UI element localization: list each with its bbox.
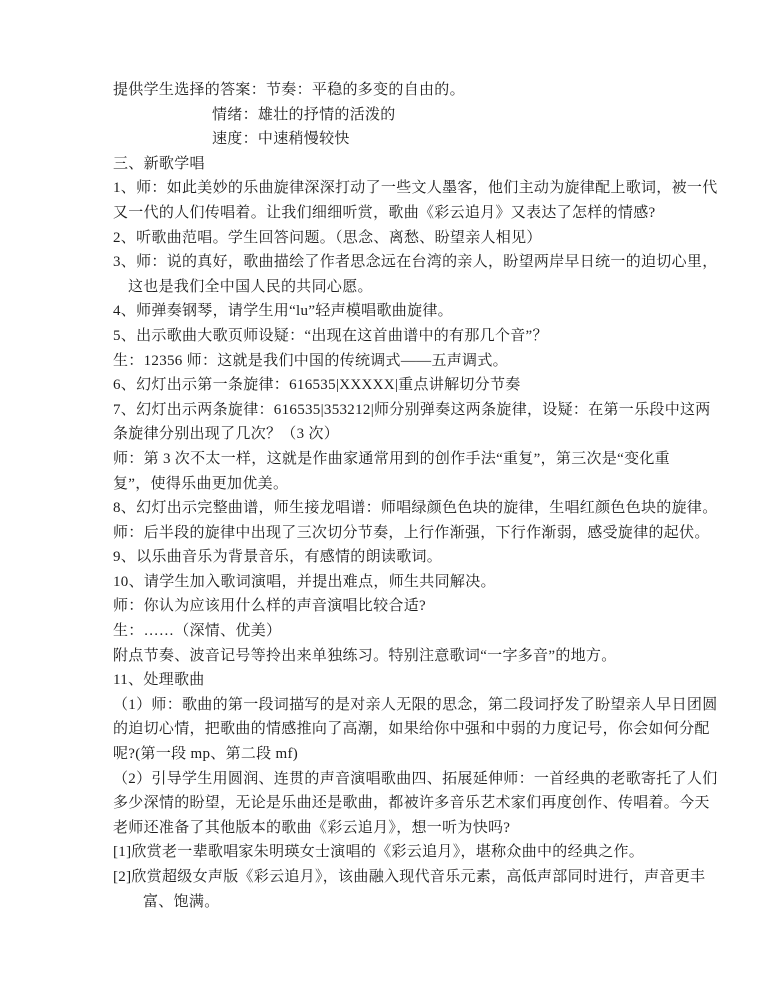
text-line: 6、幻灯出示第一条旋律：616535|XXXXX|重点讲解切分节奏 — [113, 377, 521, 394]
text-line: 又一代的人们传唱着。让我们细细听赏，歌曲《彩云追月》又表达了怎样的情感? — [113, 204, 656, 221]
text-line: 三、新歌学唱 — [113, 155, 205, 172]
text-line: 提供学生选择的答案：节奏：平稳的多变的自由的。 — [113, 82, 465, 98]
text-line: 这也是我们全中国人民的共同心愿。 — [128, 278, 373, 295]
text-line: 附点节奏、波音记号等拎出来单独练习。特别注意歌词“一字多音”的地方。 — [113, 647, 617, 664]
text-line: [2]欣赏超级女声版《彩云追月》，该曲融入现代音乐元素，高低声部同时进行，声音更丰 — [113, 869, 706, 885]
text-line: 11、处理歌曲 — [113, 672, 205, 689]
text-line: 师：后半段的旋律中出现了三次切分节奏，上行作渐强，下行作渐弱，感受旋律的起伏。 — [113, 524, 710, 541]
text-line: 条旋律分别出现了几次？（3 次） — [113, 426, 340, 443]
text-line: [1]欣赏老一辈歌唱家朱明瑛女士演唱的《彩云追月》，堪称众曲中的经典之作。 — [113, 844, 645, 861]
text-line: 10、请学生加入歌词演唱，并提出难点，师生共同解决。 — [113, 573, 496, 590]
text-line: 1、师：如此美妙的乐曲旋律深深打动了一些文人墨客，他们主动为旋律配上歌词，被一代 — [113, 180, 718, 197]
text-line: 3、师：说的真好，歌曲描绘了作者思念远在台湾的亲人，盼望两岸早日统一的迫切心里， — [113, 254, 718, 271]
text-line: 2、听歌曲范唱。学生回答问题。（思念、离愁、盼望亲人相见） — [113, 229, 542, 246]
text-line: 9、以乐曲音乐为背景音乐，有感情的朗读歌词。 — [113, 549, 443, 566]
text-line: 7、幻灯出示两条旋律：616535|353212|师分别弹奏这两条旋律，设疑：在第一乐段中这两 — [113, 401, 711, 418]
text-line: 老师还准备了其他版本的歌曲《彩云追月》，想一听为快吗? — [113, 819, 511, 836]
text-line: 速度：中速稍慢较快 — [212, 131, 350, 148]
text-line: 师：你认为应该用什么样的声音演唱比较合适? — [113, 598, 426, 615]
document-body — [113, 78, 718, 914]
text-line: 生：……（深情、优美） — [113, 623, 282, 640]
text-line: （2）引导学生用圆润、连贯的声音演唱歌曲四、拓展延伸师：一首经典的老歌寄托了人们 — [113, 770, 718, 787]
text-line: 师：第 3 次不太一样，这就是作曲家通常用到的创作手法“重复”，第三次是“变化重 — [113, 450, 670, 467]
text-line: 的迫切心情，把歌曲的情感推向了高潮，如果给你中强和中弱的力度记号，你会如何分配 — [113, 721, 710, 738]
text-line: 生：12356 师：这就是我们中国的传统调式——五声调式。 — [113, 352, 508, 369]
text-line: 复”，使得乐曲更加优美。 — [113, 475, 289, 492]
text-line: 8、幻灯出示完整曲谱，师生接龙唱谱：师唱绿颜色色块的旋律，生唱红颜色色块的旋律。 — [113, 500, 718, 517]
text-line: （1）师：歌曲的第一段词描写的是对亲人无限的思念，第二段词抒发了盼望亲人早日团圆 — [113, 696, 718, 713]
text-line: 多少深情的盼望，无论是乐曲还是歌曲，都被许多音乐艺术家们再度创作、传唱着。今天 — [113, 795, 710, 812]
text-line: 呢?(第一段 mp、第二段 mf) — [113, 746, 299, 763]
text-line: 5、出示歌曲大歌页师设疑：“出现在这首曲谱中的有那几个音”？ — [113, 327, 548, 344]
text-line: 富、饱满。 — [143, 893, 220, 910]
text-line: 情绪：雄壮的抒情的活泼的 — [212, 106, 396, 123]
text-line: 4、师弹奏钢琴，请学生用“lu”轻声模唱歌曲旋律。 — [113, 303, 453, 320]
